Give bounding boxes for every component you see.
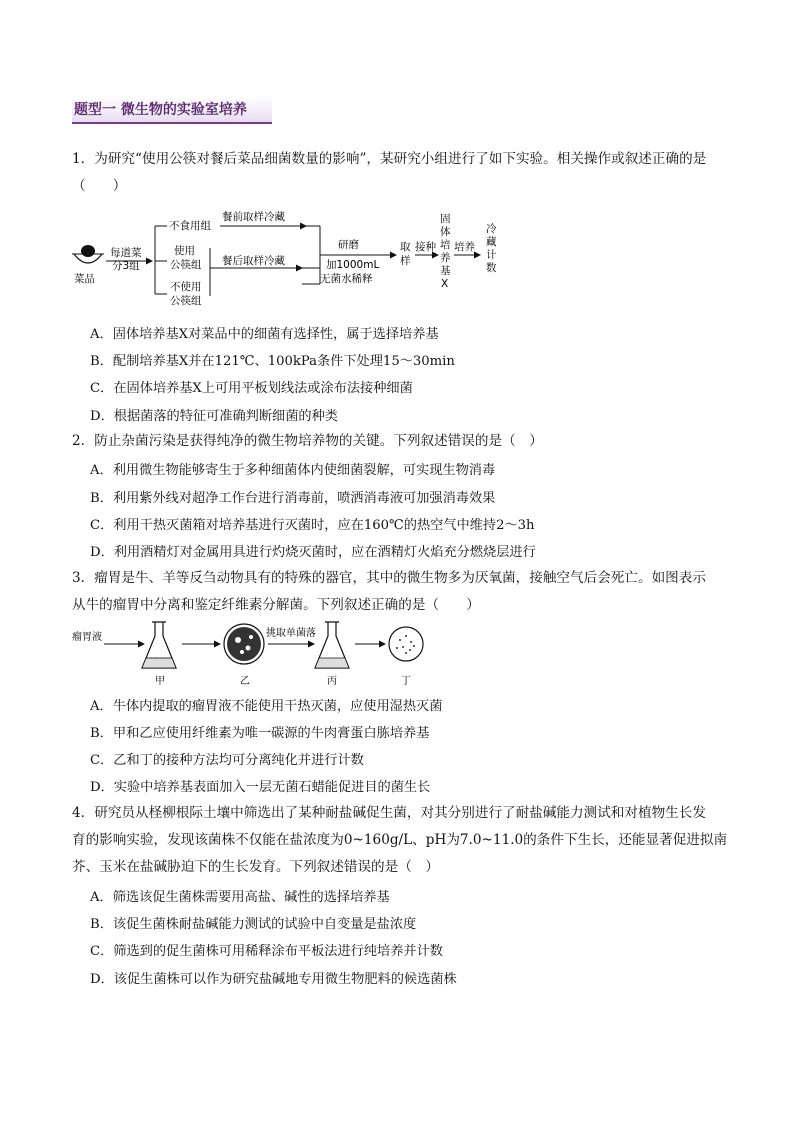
- label-sampling-1: 取: [400, 241, 411, 253]
- flask-bing-icon: [315, 622, 349, 668]
- q1-option-d: D．根据菌落的特征可准确判断细菌的种类: [90, 409, 338, 424]
- q4-stem-line-2: 育的影响实验，发现该菌株不仅能在盐浓度为0~160g/L、pH为7.0~11.0的条件下生长，还能显著促进拟南: [72, 832, 728, 848]
- label-yi: 乙: [240, 676, 250, 687]
- label-medium-2: 体: [440, 226, 451, 238]
- q4-stem-line-3: 芥、玉米在盐碱胁迫下的生长发育。下列叙述错误的是（ ）: [72, 859, 440, 875]
- label-medium-4: 养: [440, 252, 451, 264]
- q4-option-d: D．该促生菌株可以作为研究盐碱地专用微生物肥料的候选菌株: [90, 972, 457, 987]
- q4-option-b: B．该促生菌株耐盐碱能力测试的试验中自变量是盐浓度: [90, 917, 417, 932]
- label-before-meal: 餐前取样冷藏: [222, 211, 285, 223]
- label-count-1: 冷: [486, 223, 497, 235]
- q3-option-c: C．乙和丁的接种方法均可分离纯化并进行计数: [90, 753, 364, 768]
- q4-option-a: A．筛选该促生菌株需要用高盐、碱性的选择培养基: [90, 890, 390, 905]
- label-group-no-chopsticks-1: 不使用: [170, 281, 202, 293]
- label-grind: 研磨: [338, 239, 359, 251]
- q2-stem: 2．防止杂菌污染是获得纯净的微生物培养物的关键。下列叙述错误的是（ ）: [72, 433, 543, 449]
- q4-option-c: C．筛选到的促生菌株可用稀释涂布平板法进行纯培养并计数: [90, 944, 443, 959]
- label-medium-3: 培: [440, 239, 451, 251]
- section-title: 题型一 微生物的实验室培养: [74, 102, 247, 118]
- q1-stem-line-2: （ ）: [72, 178, 127, 194]
- label-group-chopsticks-1: 使用: [174, 245, 195, 257]
- q1-option-a: A．固体培养基X对菜品中的细菌有选择性，属于选择培养基: [90, 327, 439, 342]
- q3-stem-line-1: 3．瘤胃是牛、羊等反刍动物具有的特殊的器官，其中的微生物多为厌氧菌，接触空气后会死亡。如图表示: [72, 570, 706, 586]
- label-group-chopsticks-2: 公筷组: [170, 259, 202, 271]
- label-count-3: 计: [486, 249, 497, 261]
- plate-ding-icon: [389, 627, 423, 661]
- label-medium-1: 固: [440, 213, 451, 225]
- q3-option-b: B．甲和乙应使用纤维素为唯一碳源的牛肉膏蛋白胨培养基: [90, 726, 430, 741]
- plate-yi-icon: [224, 624, 264, 664]
- q2-option-d: D．利用酒精灯对金属用具进行灼烧灭菌时，应在酒精灯火焰充分燃烧层进行: [90, 545, 536, 560]
- label-count-2: 藏: [486, 236, 497, 248]
- flask-jia-icon: [142, 622, 176, 668]
- label-after-meal: 餐后取样冷藏: [222, 255, 285, 267]
- label-group-no-eat: 不食用组: [169, 220, 211, 232]
- label-sampling-2: 样: [400, 255, 411, 267]
- q3-option-a: A．牛体内提取的瘤胃液不能使用干热灭菌，应使用湿热灭菌: [90, 699, 443, 714]
- label-sample: 菜品: [74, 273, 95, 285]
- label-split-1: 每道菜: [110, 247, 142, 259]
- label-rumen-fluid: 瘤胃液: [72, 632, 102, 643]
- label-pick-colony: 挑取单菌落: [266, 628, 316, 639]
- label-split-2: 分3组: [112, 260, 140, 272]
- q3-option-d: D．实验中培养基表面加入一层无菌石蜡能促进目的菌生长: [90, 780, 431, 795]
- label-culture: 培养: [454, 241, 475, 253]
- q4-stem-line-1: 4．研究员从柽柳根际土壤中筛选出了某种耐盐碱促生菌，对其分别进行了耐盐碱能力测试和对植物生长发: [72, 805, 706, 821]
- label-inoculate: 接种: [415, 241, 436, 253]
- q1-option-b: B．配制培养基X并在121℃、100kPa条件下处理15～30min: [90, 354, 455, 369]
- q2-option-a: A．利用微生物能够寄生于多种细菌体内使细菌裂解，可实现生物消毒: [90, 463, 496, 478]
- label-dilute: 无菌水稀释: [320, 273, 373, 285]
- label-medium-5: 基: [440, 265, 451, 277]
- q2-option-c: C．利用干热灭菌箱对培养基进行灭菌时，应在160℃的热空气中维持2～3h: [90, 518, 535, 533]
- q1-stem-line-1: 1．为研究“使用公筷对餐后菜品细菌数量的影响”，某研究小组进行了如下实验。相关操作或叙述正确的是: [72, 151, 707, 167]
- food-dish-icon: [72, 245, 104, 263]
- label-group-no-chopsticks-2: 公筷组: [170, 295, 202, 307]
- label-medium-6: X: [441, 278, 449, 290]
- q3-stem-line-2: 从牛的瘤胃中分离和鉴定纤维素分解菌。下列叙述正确的是（ ）: [72, 597, 480, 613]
- label-bing: 丙: [327, 676, 337, 687]
- label-add-water: 加1000mL: [326, 259, 380, 271]
- label-count-4: 数: [486, 262, 497, 274]
- label-ding: 丁: [401, 676, 411, 687]
- q1-option-c: C．在固体培养基X上可用平板划线法或涂布法接种细菌: [90, 381, 413, 396]
- section-title-banner: [72, 96, 272, 124]
- q3-isolation-diagram: [70, 618, 450, 688]
- q1-experiment-diagram: [70, 206, 530, 316]
- q2-option-b: B．利用紫外线对超净工作台进行消毒前，喷洒消毒液可加强消毒效果: [90, 491, 496, 506]
- label-jia: 甲: [155, 676, 165, 687]
